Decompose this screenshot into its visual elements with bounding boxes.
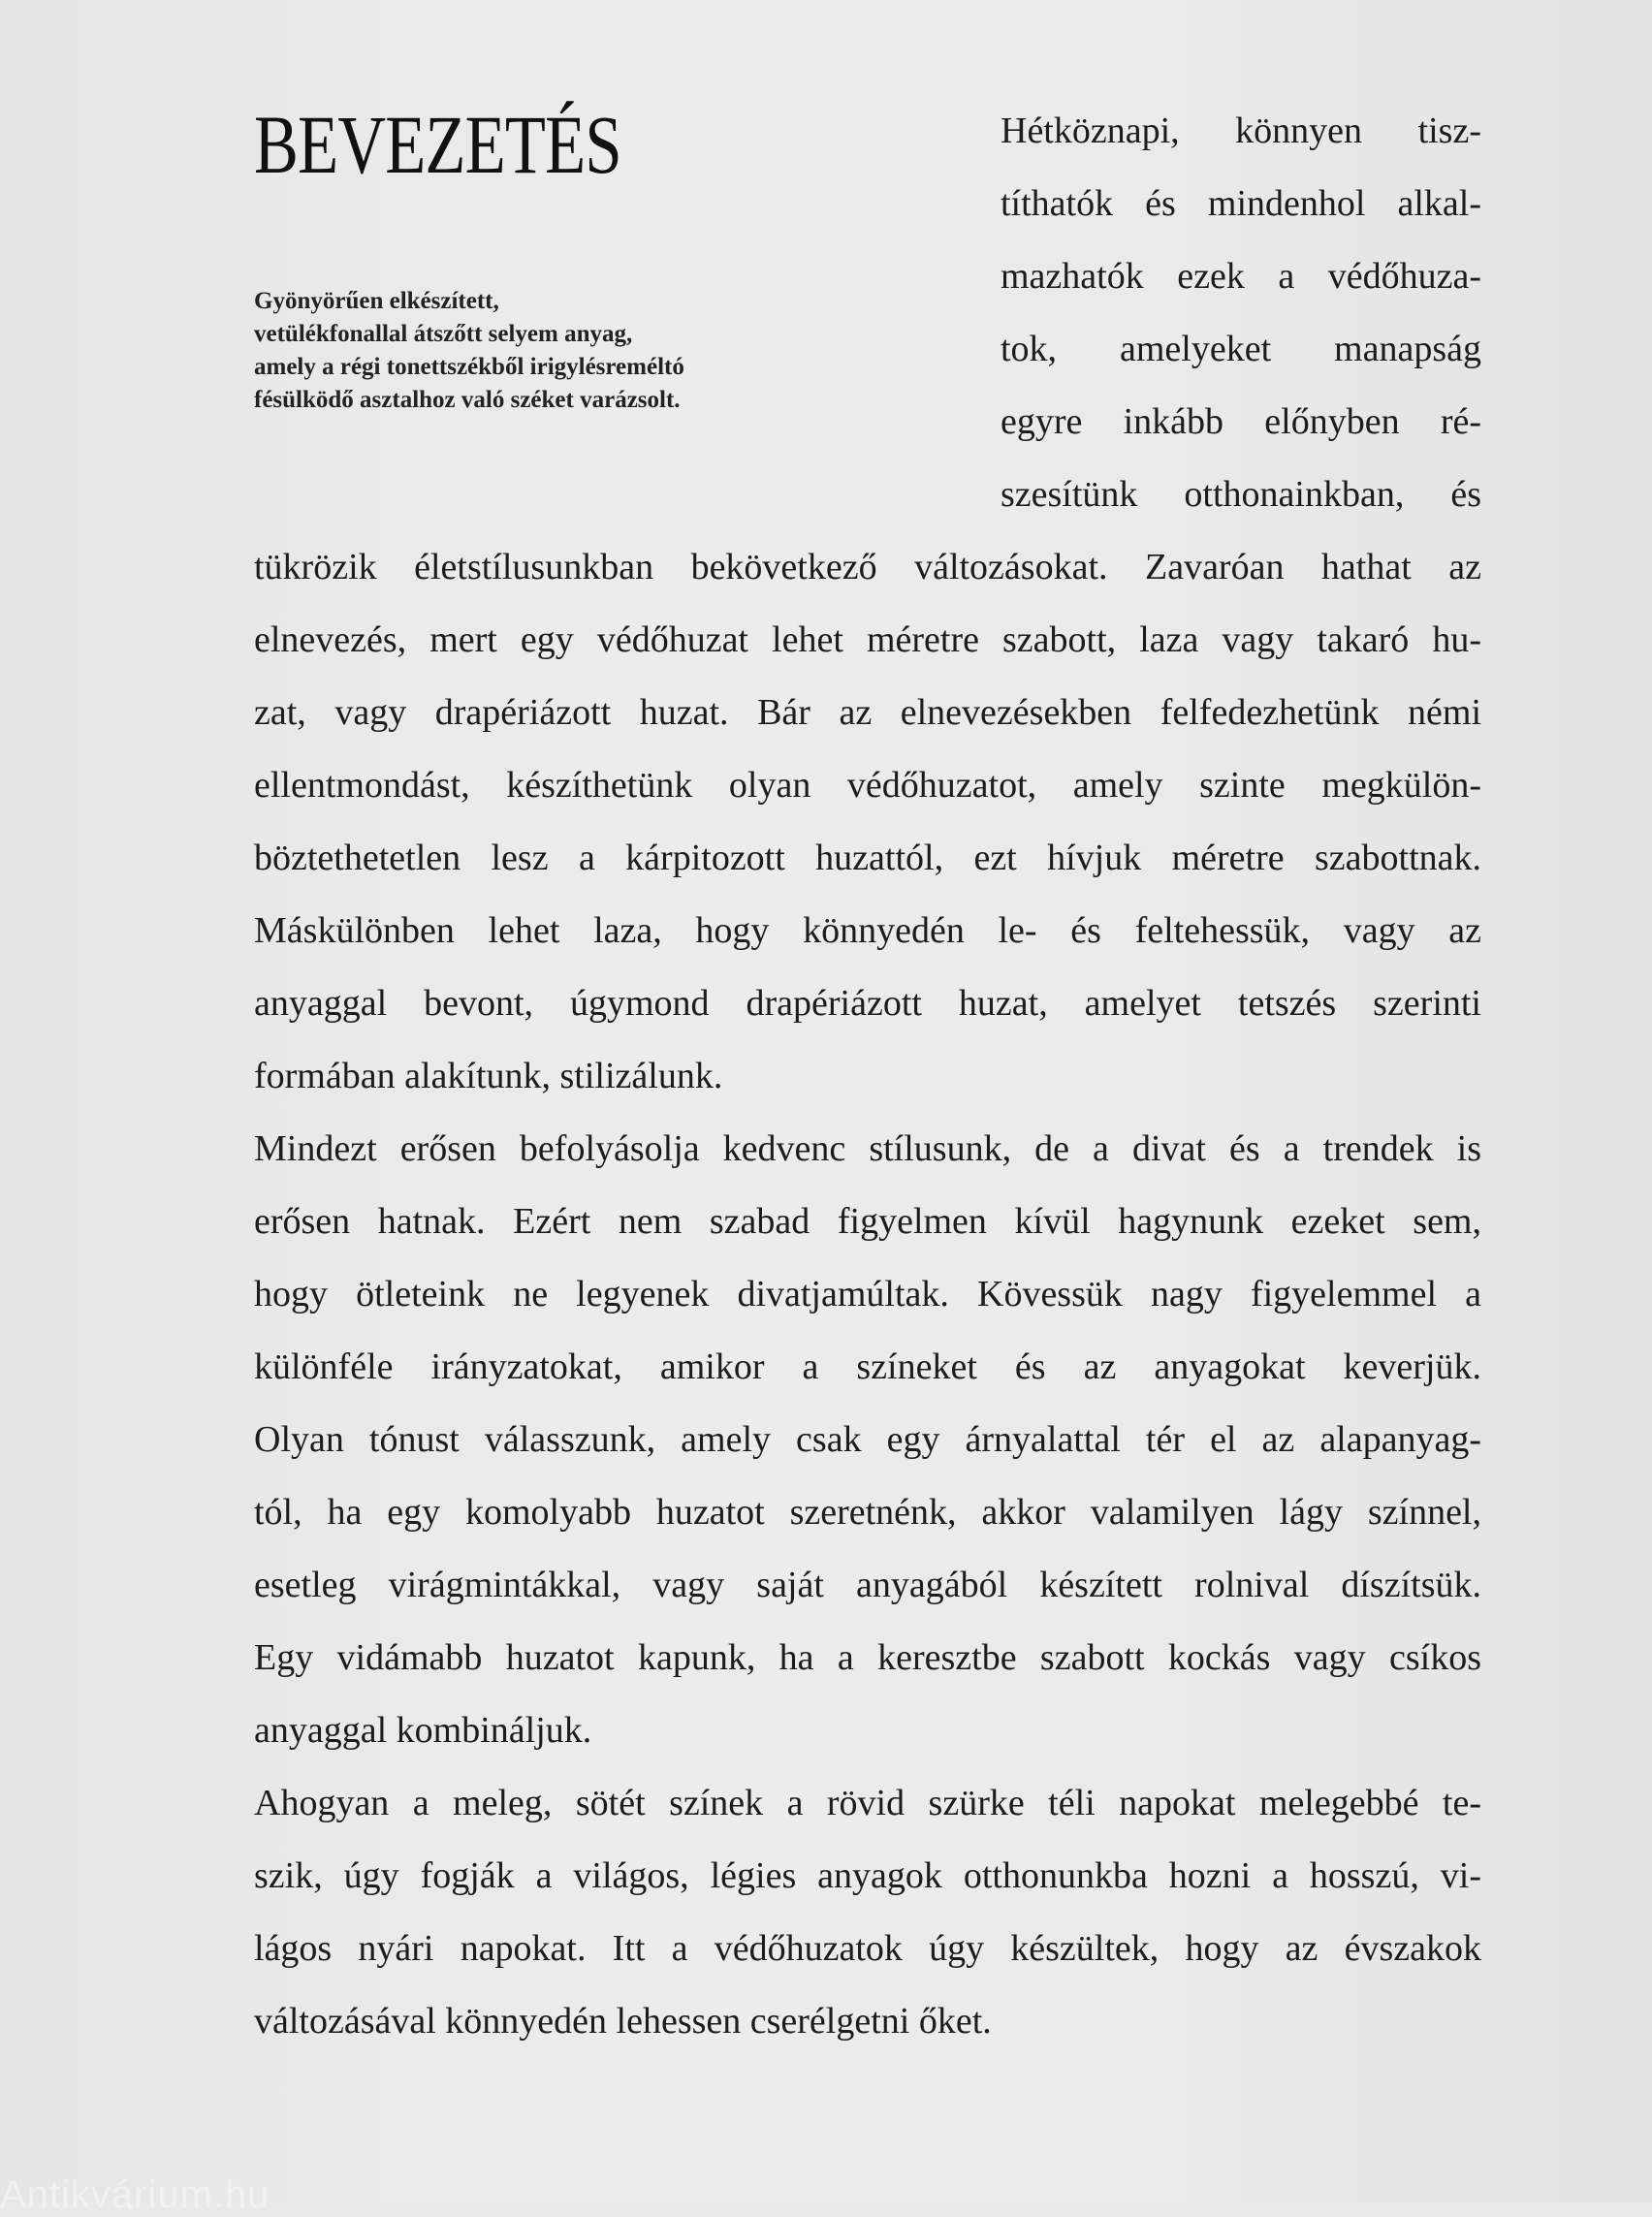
body-line: Mindezt erősen befolyásolja kedvenc stílusunk, de a divat és a trendek is (254, 1128, 1481, 1169)
body-line: lágos nyári napokat. Itt a védőhuzatok úgy készültek, hogy az évszakok (254, 1928, 1481, 1969)
body-line: ellentmondást, készíthetünk olyan védőhuzatot, amely szinte megkülön- (254, 765, 1481, 806)
body-line: Ahogyan a meleg, sötét színek a rövid szürke téli napokat melegebbé te- (254, 1783, 1481, 1823)
page-title: BEVEZETÉS (254, 98, 621, 191)
body-line: tok, amelyeket manapság (1001, 329, 1481, 369)
body-line: tól, ha egy komolyabb huzatot szeretnénk, akkor valamilyen lágy színnel, (254, 1492, 1481, 1533)
body-line: Egy vidámabb huzatot kapunk, ha a keresztbe szabott kockás vagy csíkos (254, 1637, 1481, 1678)
body-line: anyaggal kombináljuk. (254, 1710, 592, 1751)
body-line: szesítünk otthonainkban, és (1001, 474, 1481, 515)
body-line: mazhatók ezek a védőhuza- (1001, 256, 1481, 297)
caption-line: fésülködő asztalhoz való széket varázsolt. (254, 387, 681, 413)
body-text (254, 95, 1481, 2058)
body-line: Olyan tónust válasszunk, amely csak egy árnyalattal tér el az alapanyag- (254, 1419, 1481, 1460)
body-line: hogy ötleteink ne legyenek divatjamúltak. Kövessük nagy figyelemmel a (254, 1274, 1481, 1314)
body-line: esetleg virágmintákkal, vagy saját anyagából készített rolnival díszítsük. (254, 1565, 1481, 1605)
body-line: Máskülönben lehet laza, hogy könnyedén le- és feltehessük, vagy az (254, 910, 1481, 951)
watermark: Antikvárium.hu (0, 2173, 270, 2216)
body-line: erősen hatnak. Ezért nem szabad figyelmen kívül hagynunk ezeket sem, (254, 1201, 1481, 1242)
body-line: változásával könnyedén lehessen cserélgetni őket. (254, 2001, 992, 2042)
body-line: egyre inkább előnyben ré- (1001, 401, 1481, 442)
body-line: böztethetetlen lesz a kárpitozott huzattól, ezt hívjuk méretre szabottnak. (254, 838, 1481, 878)
body-line: títhatók és mindenhol alkal- (1001, 183, 1481, 224)
body-line: zat, vagy drapériázott huzat. Bár az elnevezésekben felfedezhetünk némi (254, 692, 1481, 733)
body-line: tükrözik életstílusunkban bekövetkező változásokat. Zavaróan hathat az (254, 547, 1481, 587)
body-line: Hétköznapi, könnyen tisz- (1001, 111, 1481, 151)
body-line: különféle irányzatokat, amikor a színeket és az anyagokat keverjük. (254, 1346, 1481, 1387)
body-line: elnevezés, mert egy védőhuzat lehet méretre szabott, laza vagy takaró hu- (254, 619, 1481, 660)
caption-line: vetülékfonallal átszőtt selyem anyag, (254, 321, 633, 347)
caption-line: Gyönyörűen elkészített, (254, 288, 499, 314)
body-line: formában alakítunk, stilizálunk. (254, 1056, 723, 1096)
body-line: anyaggal bevont, úgymond drapériázott huzat, amelyet tetszés szerinti (254, 983, 1481, 1024)
caption-line: amely a régi tonettszékből irigylésreméltó (254, 354, 684, 380)
body-line: szik, úgy fogják a világos, légies anyagok otthonunkba hozni a hosszú, vi- (254, 1855, 1481, 1896)
